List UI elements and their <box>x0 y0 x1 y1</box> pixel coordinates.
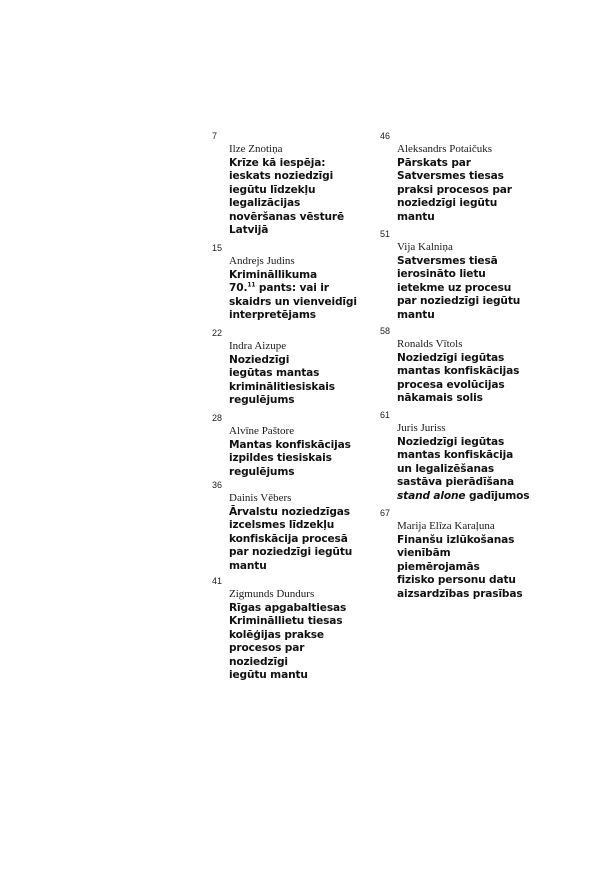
title-line: interpretējams <box>229 309 316 322</box>
article-title <box>397 352 530 406</box>
title-line: Pārskats par <box>397 157 471 169</box>
toc-entry[interactable] <box>212 328 362 413</box>
title-line: Noziedzīgi <box>229 354 290 366</box>
title-line: Krimināllikuma <box>229 269 317 281</box>
page-number: 61 <box>380 410 391 420</box>
page-number: 15 <box>212 243 223 253</box>
author-name: Aleksandrs Potaičuks <box>397 143 493 155</box>
title-line: Latvijā <box>229 224 269 237</box>
title-line: regulējums <box>229 465 295 478</box>
title-line: 70. <box>229 282 248 295</box>
title-line: par noziedzīgi iegūtu <box>229 546 353 559</box>
title-line: iegūtu līdzekļu <box>229 183 316 196</box>
title-line: skaidrs un vienveidīgi <box>229 295 357 308</box>
toc-entry[interactable] <box>212 576 362 682</box>
title-line: par noziedzīgi iegūtu <box>397 295 521 308</box>
title-line: mantu <box>397 308 435 321</box>
title-italic: stand alone <box>397 489 466 502</box>
toc-entry[interactable] <box>212 131 362 243</box>
title-line: nākamais solis <box>397 392 483 405</box>
author-name: Zigmunds Dundurs <box>229 588 315 600</box>
title-line: Satversmes tiesā <box>397 255 498 267</box>
title-line: praksi procesos par <box>397 183 512 196</box>
author-name: Alvīne Paštore <box>229 425 295 437</box>
title-line: mantas konfiskācija <box>397 449 514 462</box>
title-line: Satversmes tiesas <box>397 170 504 183</box>
page-number: 67 <box>380 508 391 518</box>
page-number: 28 <box>212 413 223 423</box>
toc-entry[interactable] <box>212 413 362 480</box>
title-line: vienībām <box>397 547 451 560</box>
toc-entry[interactable] <box>380 326 530 410</box>
title-line: Rīgas apgabaltiesas <box>229 602 347 614</box>
article-title <box>229 354 362 408</box>
page-number: 51 <box>380 229 391 239</box>
author-name: Juris Juriss <box>397 422 446 434</box>
title-line: ietekme uz procesu <box>397 281 512 294</box>
toc-entry[interactable] <box>380 131 530 229</box>
title-line: Krimināllietu tiesas <box>229 615 343 628</box>
article-title <box>229 506 362 573</box>
title-line: mantu <box>397 210 435 223</box>
title-line: Mantas konfiskācijas <box>229 439 351 451</box>
title-line: Ārvalstu noziedzīgas <box>229 506 350 518</box>
page-number: 58 <box>380 326 391 336</box>
title-line: Noziedzīgi iegūtas <box>397 352 505 364</box>
toc-entry[interactable] <box>380 508 530 601</box>
toc-entry[interactable] <box>212 480 362 576</box>
article-title <box>229 602 362 682</box>
title-line: mantas konfiskācijas <box>397 365 520 378</box>
page-number: 36 <box>212 480 223 490</box>
article-title <box>397 157 530 224</box>
article-title <box>397 436 530 503</box>
toc-entry[interactable] <box>380 410 530 508</box>
title-line: Finanšu izlūkošanas <box>397 534 515 546</box>
page-number: 22 <box>212 328 223 338</box>
author-name: Andrejs Judins <box>229 255 295 267</box>
title-line: iegūtas mantas <box>229 367 320 380</box>
article-title <box>229 439 362 479</box>
author-name: Marija Elīza Karaļuna <box>397 520 495 532</box>
toc-right-column <box>380 131 530 601</box>
page-number: 46 <box>380 131 391 141</box>
title-line: mantu <box>229 559 267 572</box>
article-title <box>229 157 362 237</box>
author-name: Ilze Znotiņa <box>229 143 283 155</box>
title-line: Noziedzīgi iegūtas <box>397 436 505 448</box>
author-name: Dainis Vēbers <box>229 492 292 504</box>
title-line: sastāva pierādīšana <box>397 476 514 489</box>
title-line: novēršanas vēsturē <box>229 210 344 223</box>
title-line: ierosināto lietu <box>397 268 486 281</box>
title-line: piemērojamās <box>397 560 480 573</box>
title-line: pants: vai ir <box>255 282 329 295</box>
toc-entry[interactable] <box>380 229 530 326</box>
title-line: gadījumos <box>465 489 530 502</box>
title-line: procesa evolūcijas <box>397 378 505 391</box>
title-line: iegūtu mantu <box>229 669 308 682</box>
title-line: kriminālitiesiskais <box>229 380 335 393</box>
title-line: noziedzīgi iegūtu <box>397 197 498 210</box>
author-name: Indra Aizupe <box>229 340 287 352</box>
title-line: ieskats noziedzīgi <box>229 170 334 183</box>
title-line: izpildes tiesiskais <box>229 452 332 465</box>
page-number: 41 <box>212 576 223 586</box>
author-name: Vija Kalniņa <box>397 241 453 253</box>
title-line: Krīze kā iespēja: <box>229 157 326 169</box>
page-number: 7 <box>212 131 218 141</box>
title-line: konfiskācija procesā <box>229 532 348 545</box>
title-line: kolēģijas prakse <box>229 628 324 641</box>
title-line: procesos par noziedzīgi <box>229 642 305 668</box>
title-line: un legalizēšanas <box>397 462 494 475</box>
toc-entry[interactable] <box>212 243 362 328</box>
title-line: izcelsmes līdzekļu <box>229 519 335 532</box>
toc-left-column <box>212 131 362 682</box>
article-title <box>397 255 530 322</box>
superscript: 11 <box>247 281 256 289</box>
title-line: fizisko personu datu <box>397 574 516 587</box>
article-title <box>397 534 530 601</box>
article-title <box>229 269 362 323</box>
title-line: legalizācijas <box>229 197 301 210</box>
title-line: regulējums <box>229 394 295 407</box>
title-line: aizsardzības prasības <box>397 587 523 600</box>
author-name: Ronalds Vītols <box>397 338 463 350</box>
